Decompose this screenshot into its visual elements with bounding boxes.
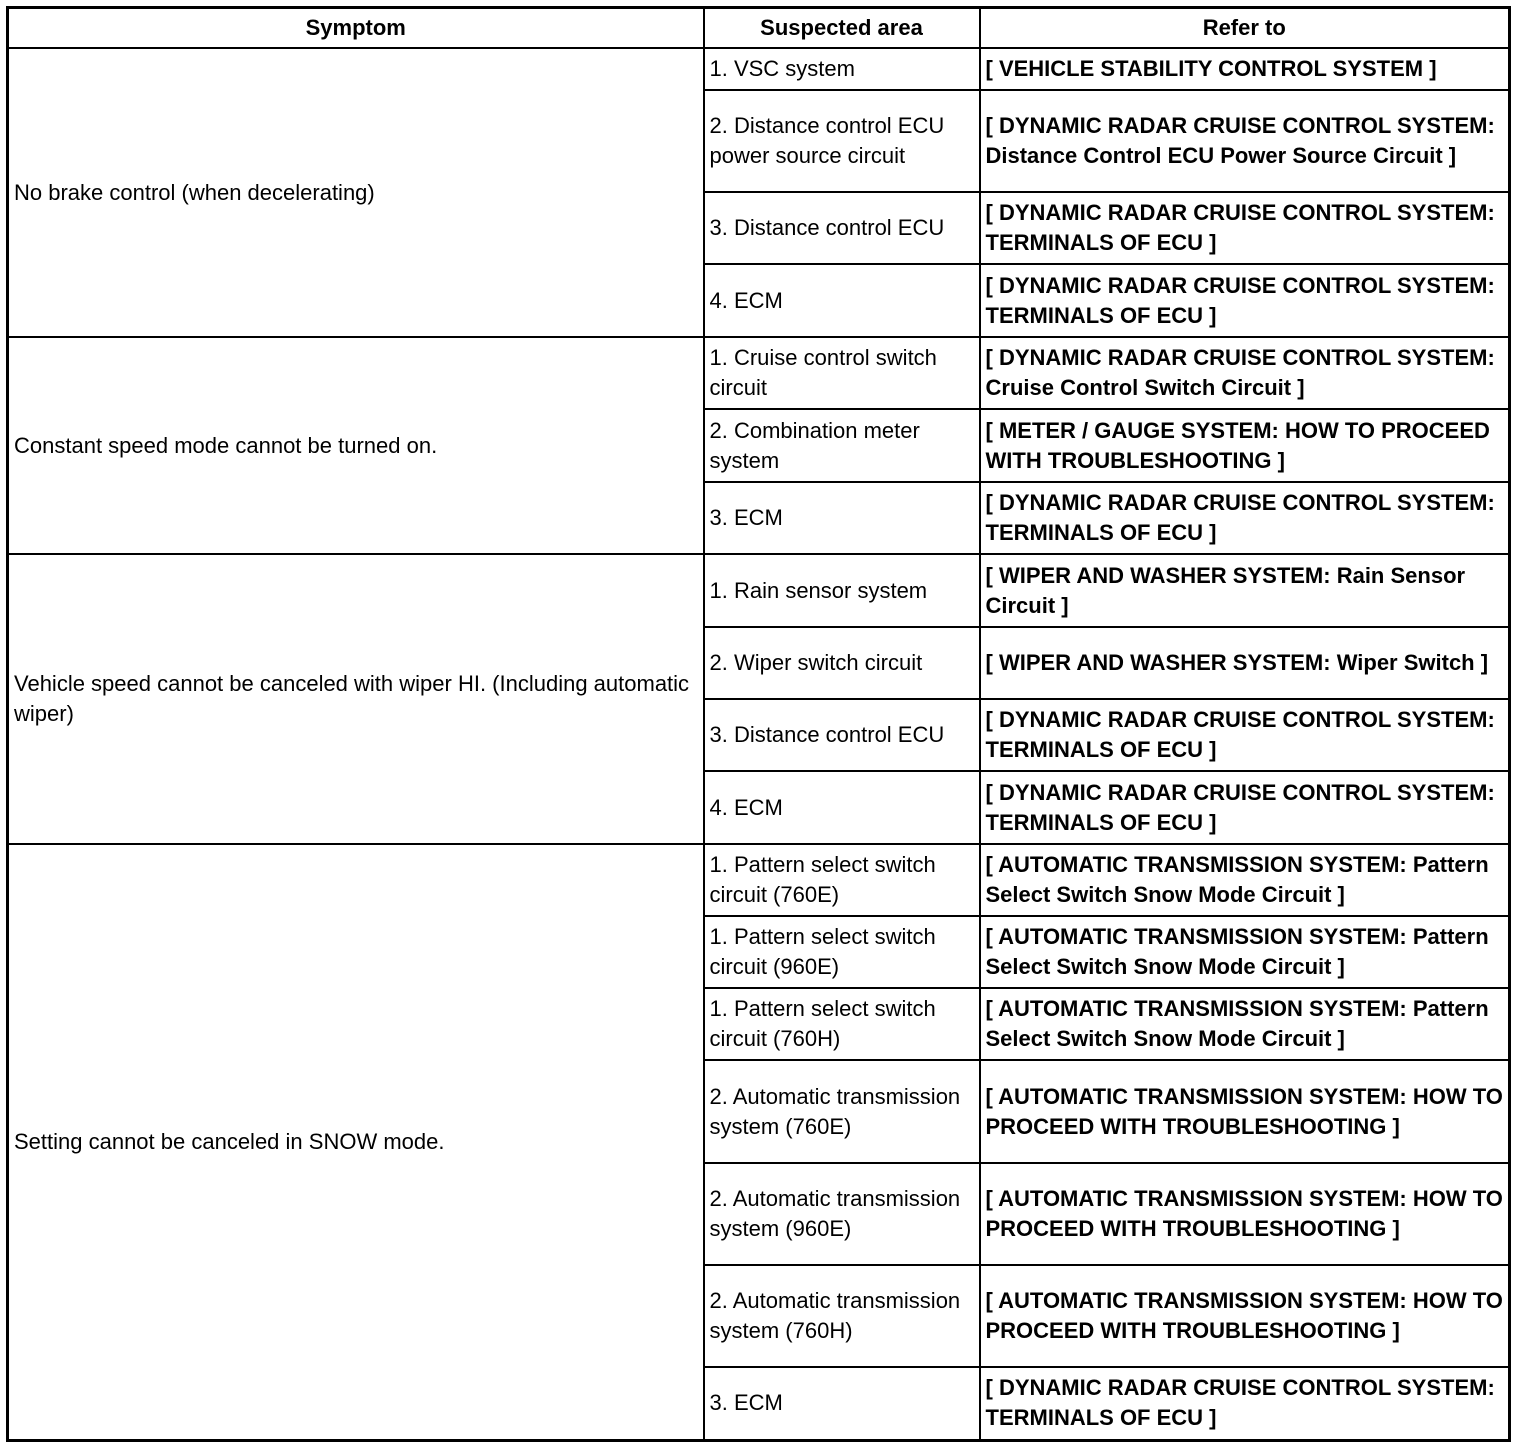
refer-to-link[interactable]: [ DYNAMIC RADAR CRUISE CONTROL SYSTEM: TERMINALS OF ECU ] <box>980 192 1510 264</box>
suspected-area-cell: 1. Cruise control switch circuit <box>704 337 980 409</box>
suspected-area-cell: 1. Pattern select switch circuit (960E) <box>704 916 980 988</box>
refer-to-link[interactable]: [ DYNAMIC RADAR CRUISE CONTROL SYSTEM: Cruise Control Switch Circuit ] <box>980 337 1510 409</box>
suspected-area-cell: 2. Automatic transmission system (760E) <box>704 1060 980 1163</box>
refer-to-link[interactable]: [ AUTOMATIC TRANSMISSION SYSTEM: Pattern Select Switch Snow Mode Circuit ] <box>980 988 1510 1060</box>
symptom-cell: No brake control (when decelerating) <box>8 48 704 337</box>
header-symptom: Symptom <box>8 8 704 49</box>
table-row <box>8 48 1510 90</box>
refer-to-link[interactable]: [ AUTOMATIC TRANSMISSION SYSTEM: HOW TO PROCEED WITH TROUBLESHOOTING ] <box>980 1163 1510 1265</box>
refer-to-link[interactable]: [ DYNAMIC RADAR CRUISE CONTROL SYSTEM: TERMINALS OF ECU ] <box>980 264 1510 337</box>
suspected-area-cell: 1. Rain sensor system <box>704 554 980 627</box>
symptom-cell: Constant speed mode cannot be turned on. <box>8 337 704 554</box>
suspected-area-cell: 2. Distance control ECU power source circuit <box>704 90 980 192</box>
symptom-cell: Vehicle speed cannot be canceled with wiper HI. (Including automatic wiper) <box>8 554 704 844</box>
refer-to-link[interactable]: [ AUTOMATIC TRANSMISSION SYSTEM: Pattern Select Switch Snow Mode Circuit ] <box>980 916 1510 988</box>
suspected-area-cell: 2. Automatic transmission system (760H) <box>704 1265 980 1367</box>
refer-to-link[interactable]: [ DYNAMIC RADAR CRUISE CONTROL SYSTEM: Distance Control ECU Power Source Circuit ] <box>980 90 1510 192</box>
suspected-area-cell: 1. VSC system <box>704 48 980 90</box>
table-row <box>8 554 1510 627</box>
refer-to-link[interactable]: [ AUTOMATIC TRANSMISSION SYSTEM: HOW TO PROCEED WITH TROUBLESHOOTING ] <box>980 1060 1510 1163</box>
suspected-area-cell: 1. Pattern select switch circuit (760H) <box>704 988 980 1060</box>
suspected-area-cell: 2. Wiper switch circuit <box>704 627 980 699</box>
table-row <box>8 844 1510 916</box>
suspected-area-cell: 4. ECM <box>704 771 980 844</box>
table-row <box>8 337 1510 409</box>
troubleshooting-table <box>6 6 1511 1442</box>
suspected-area-cell: 1. Pattern select switch circuit (760E) <box>704 844 980 916</box>
refer-to-link[interactable]: [ METER / GAUGE SYSTEM: HOW TO PROCEED WITH TROUBLESHOOTING ] <box>980 409 1510 482</box>
refer-to-link[interactable]: [ DYNAMIC RADAR CRUISE CONTROL SYSTEM: TERMINALS OF ECU ] <box>980 771 1510 844</box>
header-refer-to: Refer to <box>980 8 1510 49</box>
suspected-area-cell: 2. Automatic transmission system (960E) <box>704 1163 980 1265</box>
refer-to-link[interactable]: [ AUTOMATIC TRANSMISSION SYSTEM: HOW TO PROCEED WITH TROUBLESHOOTING ] <box>980 1265 1510 1367</box>
suspected-area-cell: 3. ECM <box>704 1367 980 1440</box>
suspected-area-cell: 3. Distance control ECU <box>704 699 980 771</box>
refer-to-link[interactable]: [ DYNAMIC RADAR CRUISE CONTROL SYSTEM: TERMINALS OF ECU ] <box>980 482 1510 554</box>
suspected-area-cell: 3. Distance control ECU <box>704 192 980 264</box>
suspected-area-cell: 4. ECM <box>704 264 980 337</box>
refer-to-link[interactable]: [ WIPER AND WASHER SYSTEM: Rain Sensor Circuit ] <box>980 554 1510 627</box>
refer-to-link[interactable]: [ DYNAMIC RADAR CRUISE CONTROL SYSTEM: TERMINALS OF ECU ] <box>980 699 1510 771</box>
refer-to-link[interactable]: [ DYNAMIC RADAR CRUISE CONTROL SYSTEM: TERMINALS OF ECU ] <box>980 1367 1510 1440</box>
refer-to-link[interactable]: [ VEHICLE STABILITY CONTROL SYSTEM ] <box>980 48 1510 90</box>
header-row <box>8 8 1510 49</box>
suspected-area-cell: 3. ECM <box>704 482 980 554</box>
symptom-cell: Setting cannot be canceled in SNOW mode. <box>8 844 704 1440</box>
refer-to-link[interactable]: [ AUTOMATIC TRANSMISSION SYSTEM: Pattern Select Switch Snow Mode Circuit ] <box>980 844 1510 916</box>
suspected-area-cell: 2. Combination meter system <box>704 409 980 482</box>
header-suspected-area: Suspected area <box>704 8 980 49</box>
refer-to-link[interactable]: [ WIPER AND WASHER SYSTEM: Wiper Switch ] <box>980 627 1510 699</box>
